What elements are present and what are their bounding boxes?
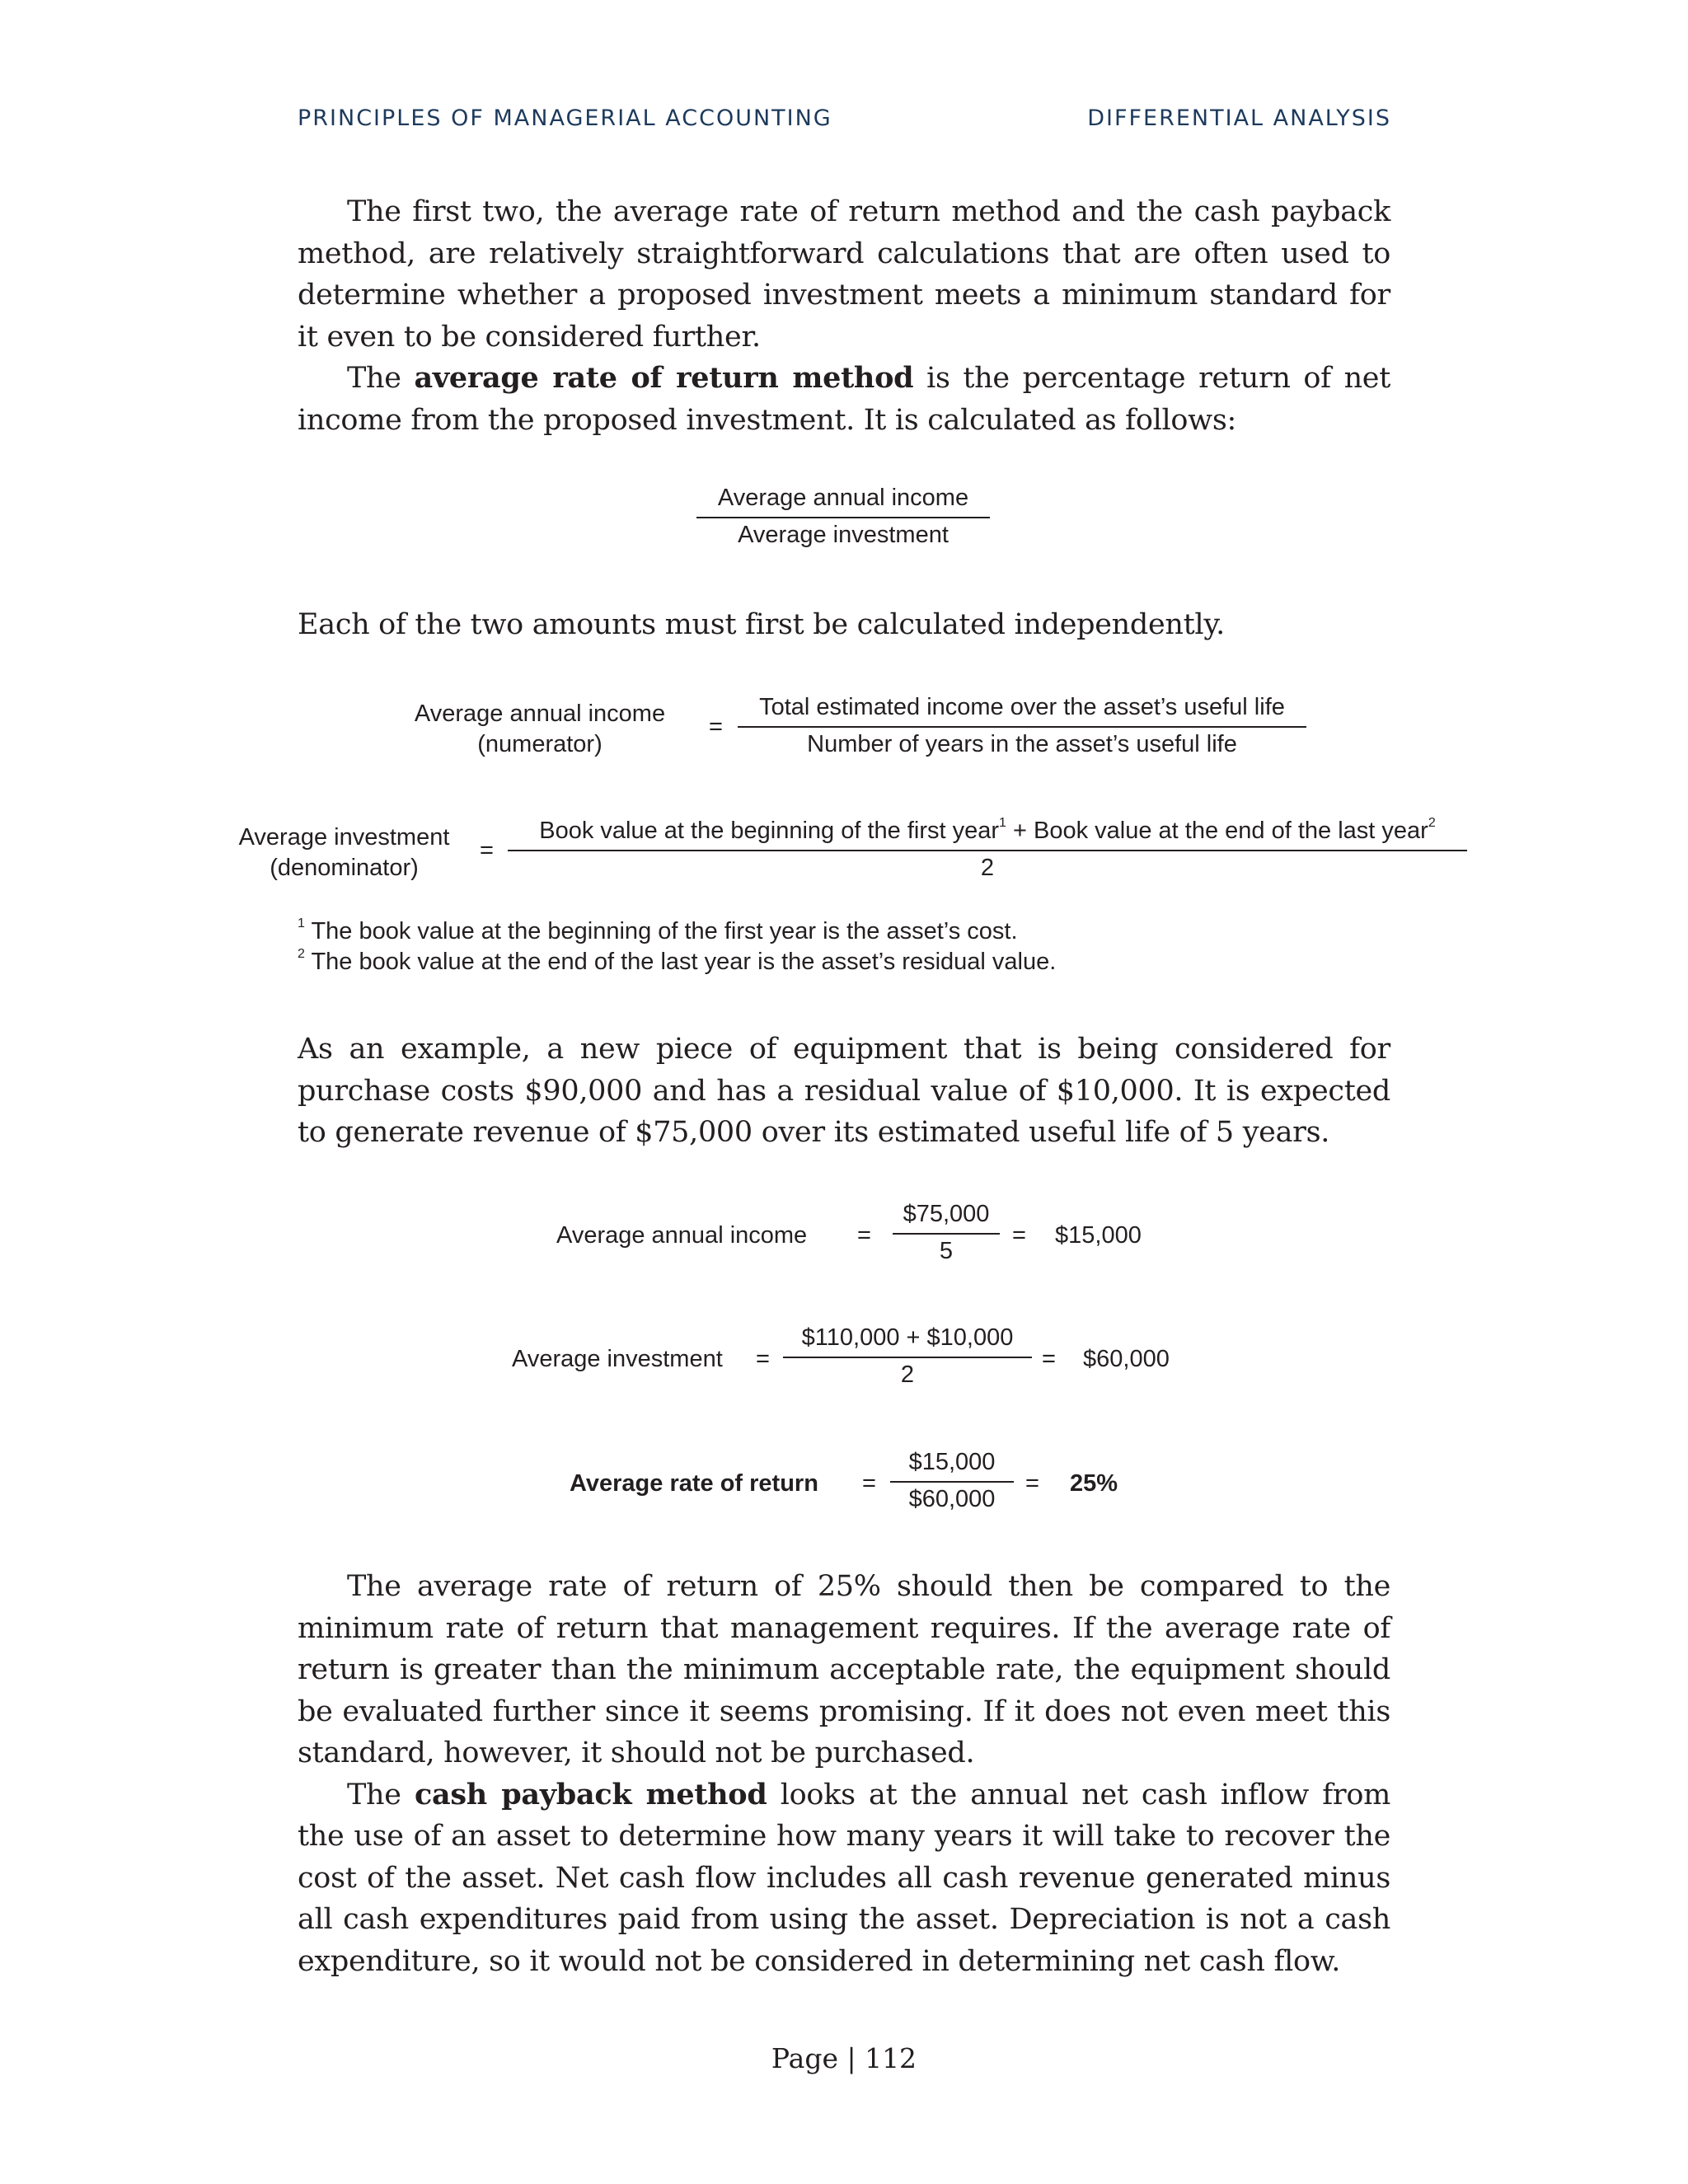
term-average-rate-of-return: average rate of return method bbox=[414, 361, 914, 395]
running-header-left: PRINCIPLES OF MANAGERIAL ACCOUNTING bbox=[298, 105, 832, 131]
example-rate-fraction: $15,000 $60,000 bbox=[890, 1449, 1014, 1513]
example-investment-result: $60,000 bbox=[1083, 1346, 1170, 1372]
fraction-bar bbox=[508, 850, 1467, 851]
label-average-investment-denominator: Average investment (denominator) bbox=[238, 824, 450, 881]
equals-sign: = bbox=[862, 1470, 876, 1497]
footnote-1: $^1$ The book value at the beginning of the first year is the asset’s cost. bbox=[298, 916, 1018, 944]
formula-numerator: Book value at the beginning of the first year$^1$ + Book value at the end of the last year$^2$ bbox=[539, 816, 1436, 844]
example-income-label: Average annual income bbox=[556, 1222, 808, 1249]
paragraph-comparison: The average rate of return of 25% should then be compared to the minimum rate of return that management requires. If the average rate of return is greater than the minimum acceptable rate, the equipment should be evaluated further since it seems promising. If it does not even meet this standard, however, it should not be purchased. bbox=[298, 1570, 1390, 1769]
body-text-example bbox=[298, 1029, 1390, 1154]
equals-sign: = bbox=[709, 714, 723, 740]
fraction-bar bbox=[696, 517, 990, 518]
equals-sign: = bbox=[756, 1346, 770, 1372]
fraction-bar bbox=[893, 1233, 1000, 1235]
example-rate-label: Average rate of return bbox=[570, 1470, 818, 1497]
equals-sign: = bbox=[480, 837, 494, 864]
page-number: Page | 112 bbox=[771, 2042, 917, 2074]
fraction-bar bbox=[890, 1481, 1014, 1483]
formula-numerator: Total estimated income over the asset’s useful life bbox=[759, 694, 1285, 720]
formula-denominator: Average investment bbox=[738, 522, 949, 548]
formula-average-rate-of-return bbox=[696, 485, 990, 549]
paragraph-independent: Each of the two amounts must first be calculated independently. bbox=[298, 608, 1225, 641]
label-average-annual-income-numerator: Average annual income (numerator) bbox=[414, 701, 666, 757]
body-text-bottom bbox=[298, 1566, 1390, 1982]
equals-sign: = bbox=[857, 1222, 871, 1249]
equals-sign: = bbox=[1025, 1470, 1039, 1497]
footnote-2: $^2$ The book value at the end of the last year is the asset’s residual value. bbox=[298, 947, 1057, 975]
example-investment-label: Average investment bbox=[512, 1346, 723, 1372]
example-investment-fraction: $110,000 + $10,000 2 bbox=[783, 1324, 1032, 1389]
formula-denominator: Number of years in the asset’s useful life bbox=[807, 731, 1237, 757]
running-header-right: DIFFERENTIAL ANALYSIS bbox=[1087, 105, 1391, 131]
formula-investment-fraction bbox=[508, 818, 1467, 882]
formula-income-fraction bbox=[738, 694, 1306, 758]
term-cash-payback-method: cash payback method bbox=[414, 1777, 767, 1811]
paragraph-intro: The first two, the average rate of return method and the cash payback method, are relatively straightforward calculations that are often used to determine whether a proposed investment meets a minimum standard for it even to be considered further. bbox=[298, 195, 1390, 354]
equals-sign: = bbox=[1042, 1346, 1056, 1372]
example-rate-result: 25% bbox=[1070, 1470, 1118, 1497]
body-text-top bbox=[298, 191, 1390, 441]
formula-denominator: 2 bbox=[980, 855, 995, 881]
paragraph-example: As an example, a new piece of equipment that is being considered for purchase costs $90,000 and has a residual value of $10,000. It is expected to generate revenue of $75,000 over its estimated useful life of 5 years. bbox=[298, 1033, 1390, 1149]
example-income-fraction: $75,000 5 bbox=[893, 1201, 1000, 1265]
paragraph-cash-payback: The cash payback method looks at the annual net cash inflow from the use of an asset to determine how many years it will take to recover the cost of the asset. Net cash flow includes all cash revenue generated minus all cash expenditures paid from using the asset. Depreciation is not a cash expenditure, so it would not be considered in determining net cash flow. bbox=[298, 1777, 1391, 1978]
paragraph-arr-definition: The average rate of return method is the percentage return of net income from the proposed investment. It is calculated as follows: bbox=[298, 361, 1390, 437]
body-text-independent bbox=[298, 604, 1390, 646]
example-income-result: $15,000 bbox=[1055, 1222, 1142, 1249]
formula-numerator: Average annual income bbox=[717, 485, 969, 511]
equals-sign: = bbox=[1012, 1222, 1026, 1249]
fraction-bar bbox=[738, 726, 1306, 728]
fraction-bar bbox=[783, 1357, 1032, 1358]
